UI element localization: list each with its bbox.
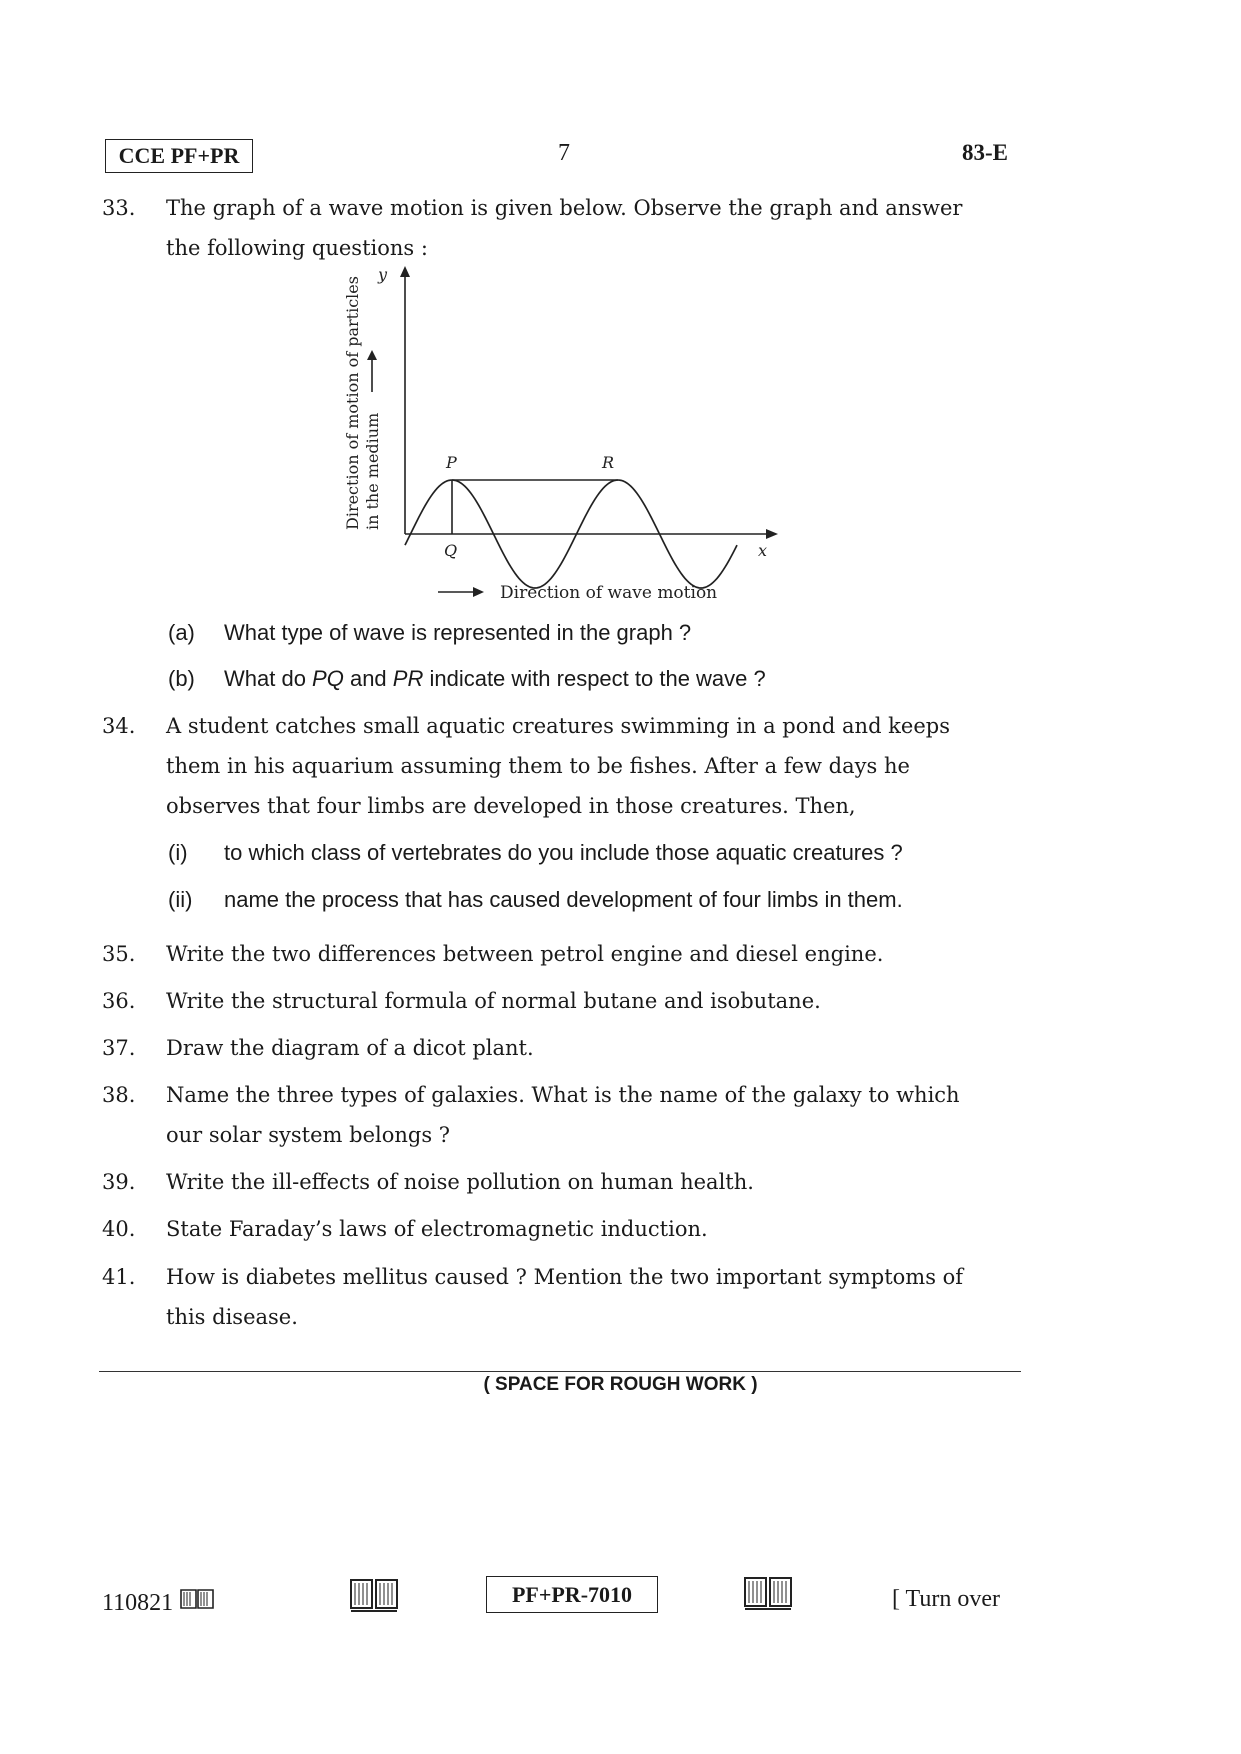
question-number: 39. (102, 1170, 136, 1194)
pq-term: PQ (312, 666, 344, 691)
book-icon (348, 1574, 400, 1614)
question-line: Name the three types of galaxies. What is the name of the galaxy to which (166, 1083, 960, 1107)
question-line: the following questions : (166, 236, 428, 260)
question-number: 40. (102, 1217, 136, 1241)
rough-work-label: ( SPACE FOR ROUGH WORK ) (483, 1374, 758, 1395)
subpart-label: (i) (168, 840, 188, 865)
question-text (166, 1075, 1016, 1155)
question-line: State Faraday’s laws of electromagnetic induction. (166, 1217, 708, 1241)
point-p: P (446, 453, 457, 472)
question-number: 37. (102, 1036, 136, 1060)
x-axis-arrowhead (766, 529, 778, 539)
subpart-text: What type of wave is represented in the graph ? (224, 620, 692, 645)
question-line: our solar system belongs ? (166, 1123, 451, 1147)
question-line: observes that four limbs are developed in those creatures. Then, (166, 794, 856, 818)
subpart-label: (b) (168, 666, 195, 691)
question-text (166, 981, 1016, 1021)
question-text (166, 1162, 1016, 1202)
question-number: 35. (102, 942, 136, 966)
y-axis-title-line2: in the medium (363, 412, 382, 530)
y-axis-title-line1: Direction of motion of particles (343, 276, 362, 530)
subject-code: 83-E (962, 140, 1008, 165)
x-axis-title: Direction of wave motion (500, 583, 718, 603)
point-r: R (602, 453, 615, 472)
question-line: them in his aquarium assuming them to be fishes. After a few days he (166, 754, 910, 778)
footer-code-box (486, 1576, 658, 1613)
question-text (166, 1209, 1016, 1249)
book-icon (179, 1586, 215, 1612)
question-number: 41. (102, 1265, 136, 1289)
question-line: Write the structural formula of normal butane and isobutane. (166, 989, 821, 1013)
text-segment: and (343, 666, 393, 691)
question-line: Write the two differences between petrol engine and diesel engine. (166, 942, 884, 966)
question-line: How is diabetes mellitus caused ? Mention the two important symptoms of (166, 1265, 964, 1289)
question-line: this disease. (166, 1305, 298, 1329)
text-segment: indicate with respect to the wave ? (423, 666, 766, 691)
question-number: 34. (102, 714, 136, 738)
question-line: A student catches small aquatic creatures swimming in a pond and keeps (166, 714, 950, 738)
question-text (166, 188, 1016, 268)
pr-term: PR (392, 666, 424, 691)
subpart-text: to which class of vertebrates do you include those aquatic creatures ? (224, 840, 903, 865)
question-number: 33. (102, 196, 136, 220)
wave-direction-arrowhead (473, 587, 484, 597)
wave-graph (330, 262, 790, 607)
question-line: Draw the diagram of a dicot plant. (166, 1036, 534, 1060)
subpart-label: (ii) (168, 887, 193, 912)
question-number: 38. (102, 1083, 136, 1107)
subpart-label: (a) (168, 620, 195, 645)
x-axis-label: x (758, 541, 768, 560)
y-axis-arrowhead (400, 266, 410, 277)
footer-serial (102, 1586, 215, 1617)
book-icon (742, 1572, 794, 1612)
y-axis-label: y (378, 265, 388, 284)
question-text (166, 1257, 1016, 1337)
turn-over: [ Turn over (892, 1586, 1001, 1612)
page-number: 7 (558, 140, 570, 166)
subpart-text (224, 666, 766, 692)
y-direction-arrowhead (367, 350, 377, 360)
paper-code: CCE PF+PR (118, 143, 240, 168)
question-number: 36. (102, 989, 136, 1013)
divider-line (99, 1371, 1021, 1372)
serial-number: 110821 (102, 1590, 174, 1616)
text-segment: What do (224, 666, 313, 691)
footer-code: PF+PR-7010 (511, 1581, 633, 1607)
point-q: Q (444, 541, 458, 560)
question-text (166, 706, 1016, 826)
question-line: The graph of a wave motion is given below. Observe the graph and answer (166, 196, 963, 220)
question-line: Write the ill-effects of noise pollution on human health. (166, 1170, 754, 1194)
question-text (166, 1028, 1016, 1068)
subpart-text: name the process that has caused development of four limbs in them. (224, 887, 903, 912)
question-text (166, 934, 1016, 974)
paper-code-box (105, 139, 253, 173)
